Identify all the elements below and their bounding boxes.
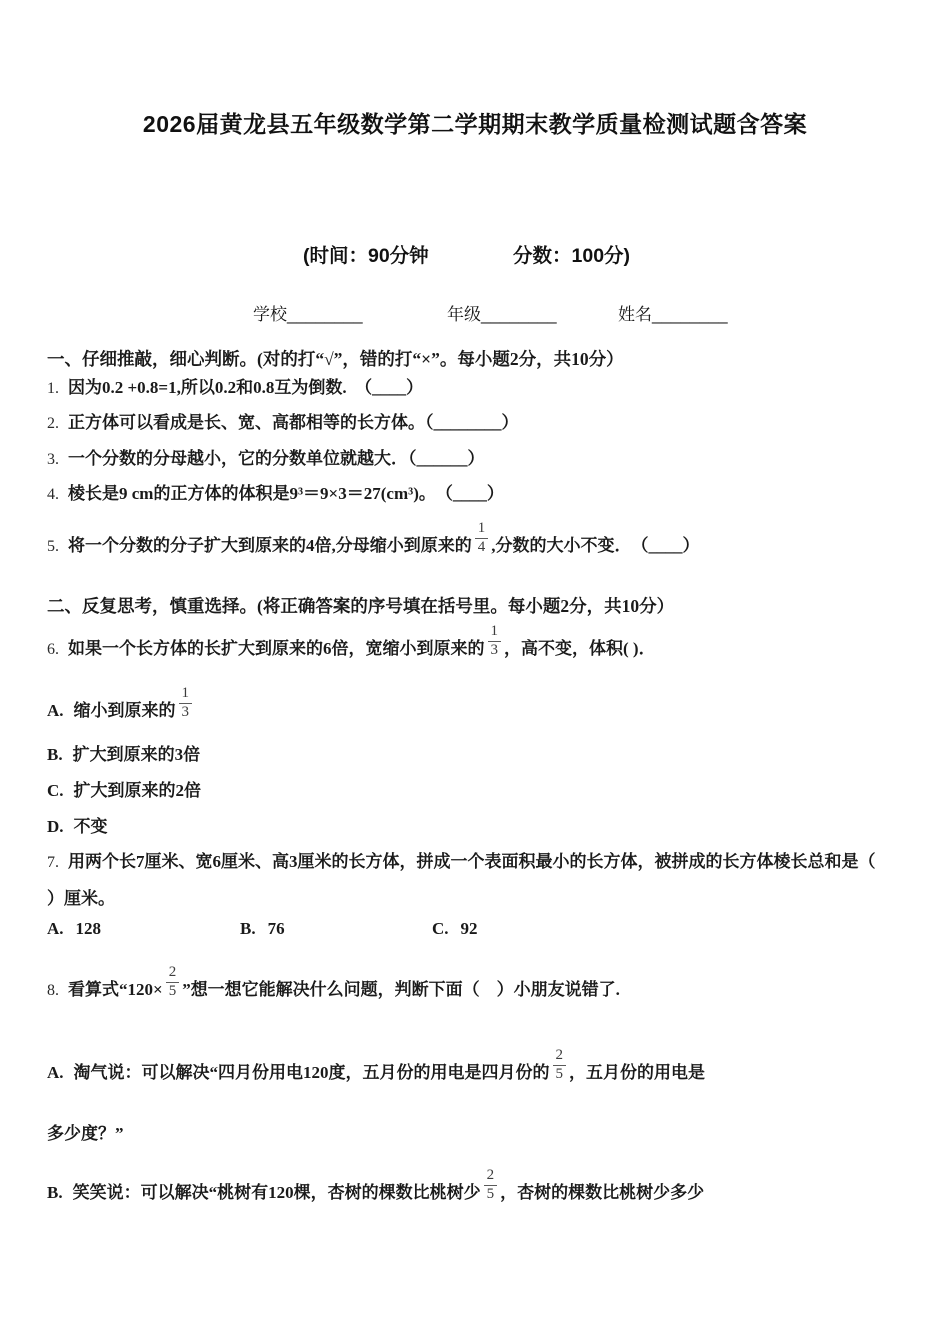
option-text: 笑笑说：可以解决“桃树有120棵，杏树的棵数比桃树少 [72,1182,481,1202]
option-text: 缩小到原来的 [73,700,176,720]
page-title: 2026届黄龙县五年级数学第二学期期末教学质量检测试题含答案 [142,111,808,137]
fraction-one-fourth [475,521,489,556]
option-letter: B. [47,1182,63,1202]
question-text: 看算式“120× [68,979,163,999]
fraction-numerator: 1 [488,624,502,642]
option-value: 92 [460,919,478,938]
question-8-option-a-line2 [47,1124,124,1144]
fraction-denominator: 5 [555,1065,564,1082]
question-7-option-b [240,919,285,939]
exam-score: 分数：100分) [513,245,631,267]
question-text: 将一个分数的分子扩大到原来的4倍,分母缩小到原来的 [68,535,472,555]
question-number: 6. [47,640,59,658]
question-text: ”想一想它能解决什么问题，判断下面（ ）小朋友说错了. [182,979,620,999]
option-text: ，五月份的用电是 [569,1062,706,1082]
option-value: 76 [267,919,285,938]
fraction-two-fifths [166,965,180,1000]
question-3 [47,449,485,470]
question-6-option-d [47,817,108,837]
question-text: 如果一个长方体的长扩大到原来的6倍，宽缩小到原来的 [68,638,485,658]
fraction-two-fifths [484,1168,498,1203]
question-6-option-c [47,781,201,801]
option-letter: D. [47,817,64,836]
fraction-one-third [488,624,502,659]
question-text: ,分数的大小不变． （____） [491,535,700,555]
exam-meta-line [0,240,950,266]
question-text: 因为0.2 +0.8=1,所以0.2和0.8互为倒数. （____） [68,378,424,397]
question-text: ，高不变，体积( )． [504,638,656,658]
option-text: 扩大到原来的2倍 [73,781,202,800]
question-6-option-a [47,686,195,721]
fraction-one-third [179,686,193,721]
option-letter: B. [47,745,63,764]
question-6-option-b [47,745,200,765]
question-number: 3. [47,451,59,468]
question-7-line1 [47,852,876,873]
question-text: ）厘米。 [47,889,115,908]
question-text: 正方体可以看成是长、宽、高都相等的长方体。（________） [68,413,519,432]
option-letter: A. [47,700,64,720]
question-number: 2. [47,415,59,432]
option-text: 扩大到原来的3倍 [72,745,201,764]
option-letter: A. [47,1062,64,1082]
option-letter: C. [47,781,64,800]
fraction-numerator: 2 [553,1048,567,1066]
question-number: 8. [47,981,59,999]
question-7-option-c [432,919,478,939]
fraction-numerator: 2 [484,1168,498,1186]
question-7-options [0,919,950,941]
option-letter: B. [240,919,256,938]
question-8 [47,965,620,1001]
question-1 [47,378,423,399]
option-letter: C. [432,919,449,938]
name-field: 姓名________ [618,305,728,324]
question-8-option-b [47,1168,704,1203]
option-text: 不变 [73,817,108,836]
exam-time: (时间：90分钟 [303,245,429,267]
question-text: 棱长是9 cm的正方体的体积是9³＝9×3＝27(cm³)。 （____） [68,484,504,503]
option-value: 128 [75,919,102,938]
question-4 [47,484,504,505]
question-8-option-a [47,1048,705,1083]
question-6 [47,624,656,660]
grade-field: 年级________ [447,305,557,324]
option-letter: A. [47,919,64,938]
question-number: 5. [47,537,59,555]
question-text: 用两个长7厘米、宽6厘米、高3厘米的长方体，拼成一个表面积最小的长方体，被拼成的长方体棱长总和是（ [68,852,876,871]
fraction-denominator: 5 [168,982,177,999]
fraction-denominator: 5 [486,1185,495,1202]
option-text: 多少度？” [47,1124,124,1143]
student-info-line [0,300,950,324]
question-5 [47,521,700,557]
fraction-denominator: 3 [181,703,190,720]
question-7-option-a [47,919,101,939]
section2-heading: 二、反复思考，慎重选择。(将正确答案的序号填在括号里。每小题2分，共10分） [47,596,675,616]
fraction-numerator: 2 [166,965,180,983]
question-7-line2 [47,889,115,909]
question-number: 7. [47,854,59,871]
fraction-numerator: 1 [475,521,489,539]
fraction-denominator: 4 [477,538,486,555]
section1-heading: 一、仔细推敲，细心判断。(对的打“√”，错的打“×”。每小题2分，共10分） [47,349,624,369]
question-number: 1. [47,380,59,397]
option-text: ，杏树的棵数比桃树少多少 [500,1182,705,1202]
question-number: 4. [47,486,59,503]
fraction-numerator: 1 [179,686,193,704]
question-text: 一个分数的分母越小，它的分数单位就越大．（______） [68,449,485,468]
fraction-two-fifths [553,1048,567,1083]
option-text: 淘气说：可以解决“四月份用电120度，五月份的用电是四月份的 [73,1062,550,1082]
question-2 [47,413,519,434]
fraction-denominator: 3 [490,641,498,658]
school-field: 学校________ [253,305,363,324]
